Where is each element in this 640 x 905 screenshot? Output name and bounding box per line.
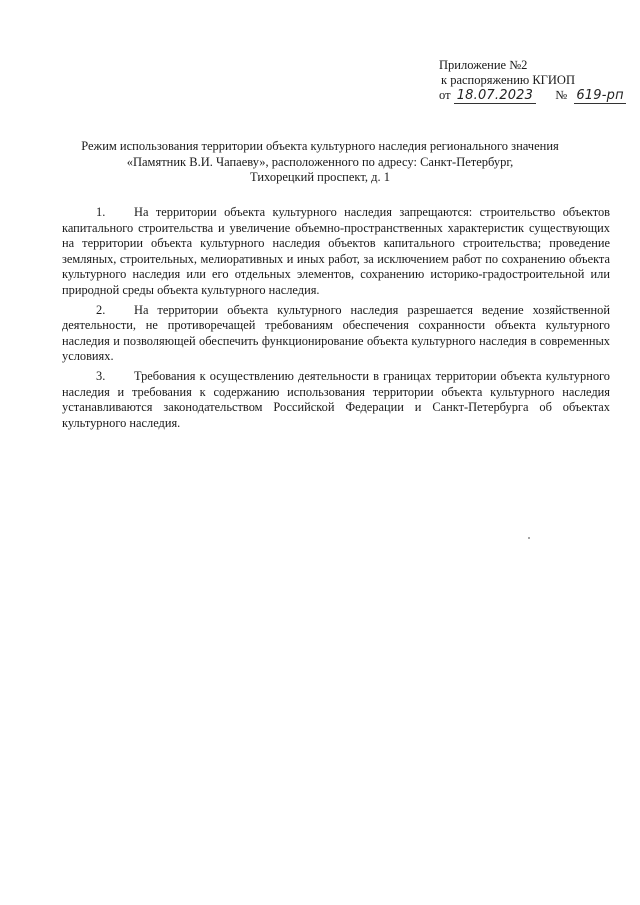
number-label: № (555, 88, 568, 102)
title-line-3: Тихорецкий проспект, д. 1 (250, 170, 390, 184)
document-body (62, 205, 610, 435)
paragraph-number: 3. (96, 368, 106, 383)
paragraph-3 (62, 369, 610, 431)
paragraph-text: На территории объекта культурного наследия разрешается ведение хозяйственной деятельности, не противоречащей требованиям обеспечения сохранности объекта культурного наследия и позволяющей обеспечить функционирование объекта культурного наследия в современных условиях. (62, 302, 610, 364)
paragraph-number: 2. (96, 302, 106, 317)
title-line-1: Режим использования территории объекта культурного наследия регионального значения (81, 139, 559, 153)
scan-speck (528, 537, 530, 539)
paragraph-text: На территории объекта культурного наследия запрещаются: строительство объектов капитального строительства и увеличение объемно-пространственных характеристик существующих на территории объекта культурного наследия объектов капитального строительства; проведение земляных, строительных, мелиоративных и иных работ, за исключением работ по сохранению объекта культурного наследия или его отдельных элементов, сохранению историко-градостроительной или природной среды объекта культурного наследия. (62, 205, 610, 297)
appendix-order-ref: к распоряжению КГИОП (441, 73, 575, 87)
title-line-2: «Памятник В.И. Чапаеву», расположенного по адресу: Санкт-Петербург, (126, 154, 514, 169)
paragraph-text: Требования к осуществлению деятельности в границах территории объекта культурного наследия и требования к содержанию использования территории объекта культурного наследия устанавливаются законодательством Российской Федерации и Санкт-Петербурга об объектах культурного наследия. (62, 368, 610, 430)
appendix-date-number-line (439, 88, 629, 104)
document-title (60, 139, 580, 186)
paragraph-2 (62, 303, 610, 365)
paragraph-number: 1. (96, 205, 106, 219)
date-prefix: от (439, 88, 451, 102)
handwritten-date: 18.07.2023 (454, 89, 536, 104)
appendix-title: Приложение №2 (439, 58, 528, 72)
handwritten-number: 619-рп (576, 88, 624, 103)
appendix-header (439, 58, 629, 104)
paragraph-1 (62, 205, 610, 299)
